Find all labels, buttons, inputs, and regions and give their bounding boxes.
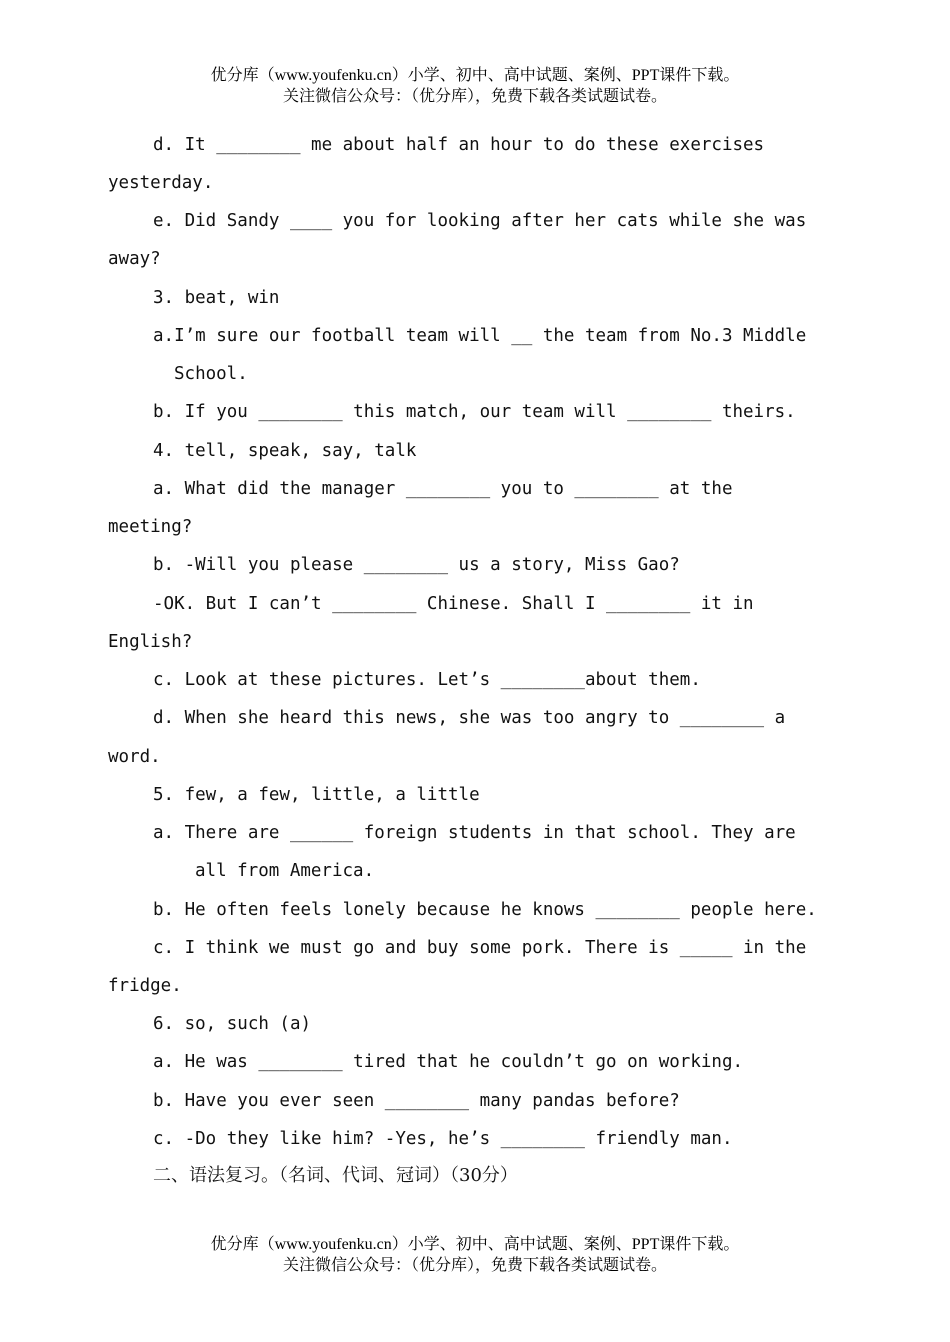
question-line: yesterday. — [108, 173, 214, 193]
question-line: b. -Will you please ________ us a story, Miss Gao? — [153, 555, 680, 575]
header-line-1: 优分库（www.youfenku.cn）小学、初中、高中试题、案例、PPT课件下载。 — [210, 67, 740, 84]
question-line: c. -Do they like him? -Yes, he’s ________ friendly man. — [153, 1129, 733, 1149]
footer-line-1: 优分库（www.youfenku.cn）小学、初中、高中试题、案例、PPT课件下载。 — [210, 1236, 740, 1253]
section-title: 二、语法复习。（名词、代词、冠词）（30分） — [153, 1165, 518, 1186]
question-line: b. Have you ever seen ________ many pandas before? — [153, 1091, 680, 1111]
question-line: all from America. — [195, 861, 375, 881]
question-line: b. If you ________ this match, our team will ________ theirs. — [153, 402, 796, 422]
footer-line-2: 关注微信公众号：（优分库），免费下载各类试题试卷。 — [282, 1257, 667, 1274]
question-heading: 3. beat, win — [153, 288, 280, 308]
question-line: School. — [174, 364, 248, 384]
question-line: a. He was ________ tired that he couldn’t go on working. — [153, 1052, 744, 1072]
question-line: a. There are ______ foreign students in that school. They are — [153, 823, 796, 843]
question-line: c. I think we must go and buy some pork. There is _____ in the — [153, 938, 807, 958]
question-line: a.I’m sure our football team will __ the team from No.3 Middle — [153, 326, 807, 346]
header-line-2: 关注微信公众号：（优分库），免费下载各类试题试卷。 — [282, 88, 667, 105]
question-heading: 4. tell, speak, say, talk — [153, 441, 417, 461]
question-line: d. When she heard this news, she was too angry to ________ a — [153, 708, 786, 728]
question-line: -OK. But I can’t ________ Chinese. Shall I ________ it in — [153, 594, 754, 614]
question-heading: 6. so, such (a) — [153, 1014, 312, 1034]
question-line: English? — [108, 632, 193, 652]
question-line: e. Did Sandy ____ you for looking after her cats while she was — [153, 211, 807, 231]
question-line: away? — [108, 249, 161, 269]
question-line: meeting? — [108, 517, 193, 537]
question-line: b. He often feels lonely because he knows ________ people here. — [153, 900, 817, 920]
question-heading: 5. few, a few, little, a little — [153, 785, 480, 805]
question-line: a. What did the manager ________ you to ________ at the — [153, 479, 733, 499]
question-line: c. Look at these pictures. Let’s ________about them. — [153, 670, 701, 690]
question-line: d. It ________ me about half an hour to do these exercises — [153, 135, 765, 155]
question-line: word. — [108, 747, 161, 767]
question-line: fridge. — [108, 976, 182, 996]
